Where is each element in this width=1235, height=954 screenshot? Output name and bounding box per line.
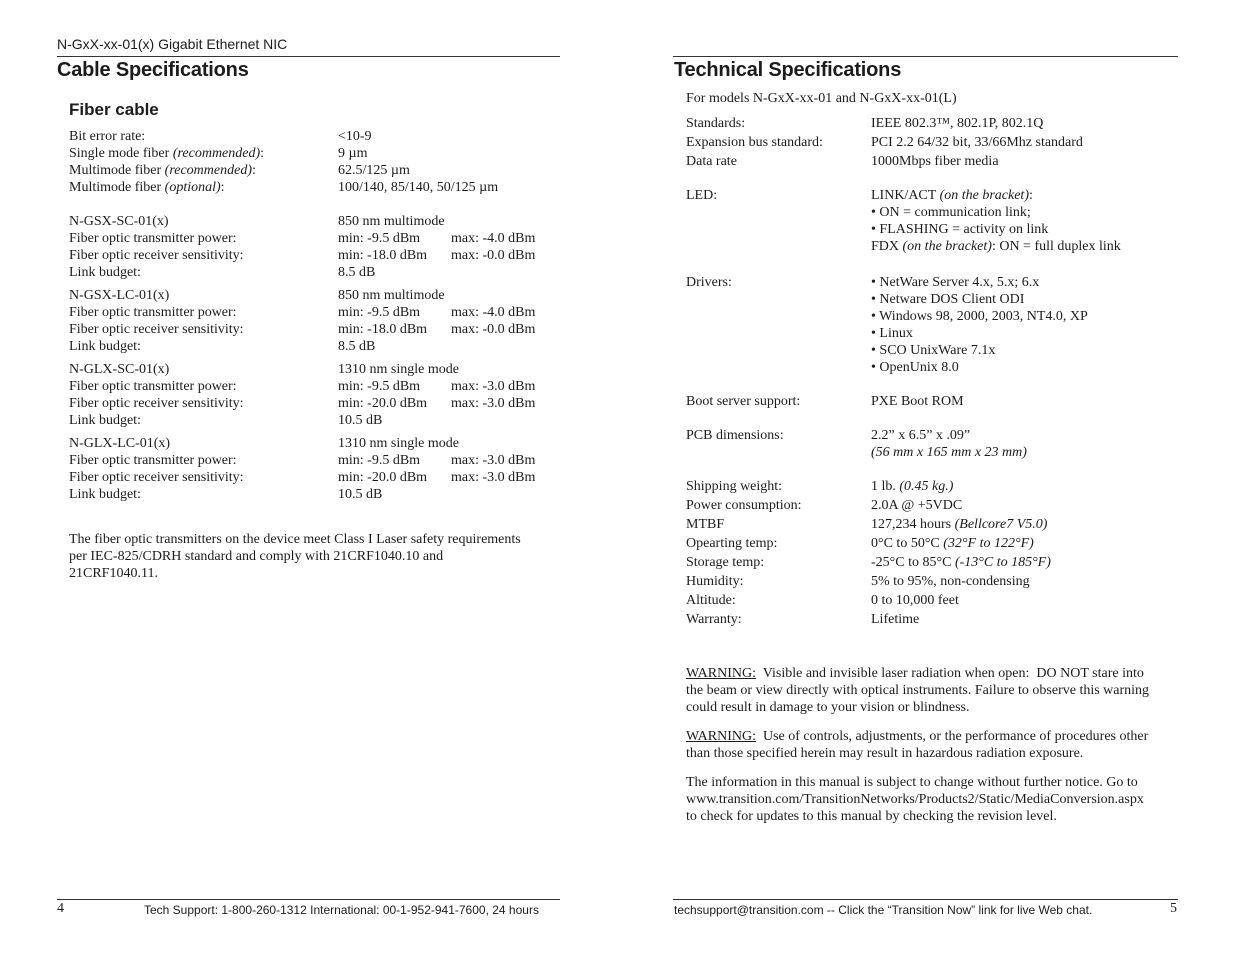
spec-row: Boot server support: PXE Boot ROM <box>686 394 964 409</box>
footer-rule <box>57 899 560 900</box>
pcb-row: PCB dimensions: 2.2” x 6.5” x .09” (56 mm x 165 mm x 23 mm) <box>686 428 1027 460</box>
model-block: N-GLX-SC-01(x) 1310 nm single mode Fiber optic transmitter power: min: -9.5 dBm max: -3.0 dBm Fiber optic receiver sensitivity: min: -20.0 dBm max: -3.0 dBm Link budget: 10.5 dB <box>69 362 536 428</box>
safety-paragraph: The fiber optic transmitters on the device meet Class I Laser safety requirements per IEC-825/CDRH standard and comply with 21CRF1040.10 and 21CRF1040.11. <box>69 532 521 581</box>
footer-rule <box>673 899 1178 900</box>
page-title: Technical Specifications <box>674 59 902 81</box>
drivers-row: Drivers: • NetWare Server 4.x, 5.x; 6.x • Netware DOS Client ODI • Windows 98, 2000, 2003, NT4.0, XP • Linux • SCO UnixWare 7.1x • OpenUnix 8.0 <box>686 274 1186 376</box>
spec-row: Multimode fiber (optional): 100/140, 85/140, 50/125 µm <box>69 180 499 195</box>
spec-row: Shipping weight: 1 lb. (0.45 kg.) <box>686 479 954 494</box>
spec-row: Altitude: 0 to 10,000 feet <box>686 593 959 608</box>
page-title: Cable Specifications <box>57 59 249 81</box>
update-url: www.transition.com/TransitionNetworks/Products2/Static/MediaConversion.aspx <box>686 792 1144 807</box>
model-name: N-GSX-LC-01(x) <box>69 288 170 303</box>
header-rule <box>57 56 560 57</box>
section-title: Fiber cable <box>69 100 159 119</box>
spec-row: Warranty: Lifetime <box>686 612 920 627</box>
spec-row: Multimode fiber (recommended): 62.5/125 µm <box>69 163 410 178</box>
left-page <box>0 0 617 954</box>
model-name: N-GSX-SC-01(x) <box>69 214 169 229</box>
update-notice: The information in this manual is subject to change without further notice. Go to www.transition.com/TransitionNetworks/Products2/Static/MediaConversion.aspx to check for updates to this manual by checking the revision level. <box>686 774 1178 825</box>
model-block: N-GSX-SC-01(x) 850 nm multimode Fiber optic transmitter power: min: -9.5 dBm max: -4.0 dBm Fiber optic receiver sensitivity: min: -18.0 dBm max: -0.0 dBm Link budget: 8.5 dB <box>69 214 536 280</box>
driver-item: • Windows 98, 2000, 2003, NT4.0, XP <box>871 309 1088 324</box>
spec-row: Storage temp: -25°C to 85°C (-13°C to 185°F) <box>686 555 1051 570</box>
led-row: LED: LINK/ACT (on the bracket): • ON = communication link; • FLASHING = activity on link FDX (on the bracket): ON = full duplex link <box>686 188 1121 254</box>
spec-row: Data rate 1000Mbps fiber media <box>686 154 999 169</box>
warning-laser: WARNING: Visible and invisible laser radiation when open: DO NOT stare into the beam or view directly with optical instruments. Failure to observe this warning could result in damage to your vision or blindness. <box>686 666 1150 715</box>
driver-item: • NetWare Server 4.x, 5.x; 6.x <box>871 275 1040 290</box>
spec-row: Power consumption: 2.0A @ +5VDC <box>686 498 963 513</box>
page-number: 5 <box>1170 901 1177 916</box>
warning-controls: WARNING: Use of controls, adjustments, or the performance of procedures other than those specified herein may result in hazardous radiation exposure. <box>686 729 1149 761</box>
spec-row: Bit error rate: <10-9 <box>69 129 372 144</box>
page-number: 4 <box>57 901 64 916</box>
spec-row: Single mode fiber (recommended): 9 µm <box>69 146 368 161</box>
models-note: For models N-GxX-xx-01 and N-GxX-xx-01(L) <box>686 91 957 106</box>
driver-item: • Linux <box>871 326 913 341</box>
model-block: N-GSX-LC-01(x) 850 nm multimode Fiber optic transmitter power: min: -9.5 dBm max: -4.0 dBm Fiber optic receiver sensitivity: min: -18.0 dBm max: -0.0 dBm Link budget: 8.5 dB <box>69 288 536 354</box>
tech-spec-list <box>686 115 1186 630</box>
spec-row: MTBF 127,234 hours (Bellcore7 V5.0) <box>686 517 1048 532</box>
model-name: N-GLX-LC-01(x) <box>69 436 171 451</box>
footer-text: Tech Support: 1-800-260-1312 International: 00-1-952-941-7600, 24 hours <box>144 903 539 917</box>
spec-row: Standards: IEEE 802.3™, 802.1P, 802.1Q <box>686 116 1044 131</box>
driver-item: • Netware DOS Client ODI <box>871 292 1025 307</box>
right-page <box>617 0 1235 954</box>
spec-row: Humidity: 5% to 95%, non-condensing <box>686 574 1030 589</box>
fiber-spec-list <box>69 128 559 503</box>
driver-item: • SCO UnixWare 7.1x <box>871 343 996 358</box>
spec-row: Opearting temp: 0°C to 50°C (32°F to 122°F) <box>686 536 1034 551</box>
model-block: N-GLX-LC-01(x) 1310 nm single mode Fiber optic transmitter power: min: -9.5 dBm max: -3.0 dBm Fiber optic receiver sensitivity: min: -20.0 dBm max: -3.0 dBm Link budget: 10.5 dB <box>69 436 536 502</box>
header-rule <box>673 56 1178 57</box>
driver-item: • OpenUnix 8.0 <box>871 360 959 375</box>
running-head: N-GxX-xx-01(x) Gigabit Ethernet NIC <box>57 36 288 52</box>
footer-text: techsupport@transition.com -- Click the “Transition Now” link for live Web chat. <box>674 903 1093 917</box>
spec-row: Expansion bus standard: PCI 2.2 64/32 bit, 33/66Mhz standard <box>686 135 1083 150</box>
model-name: N-GLX-SC-01(x) <box>69 362 170 377</box>
